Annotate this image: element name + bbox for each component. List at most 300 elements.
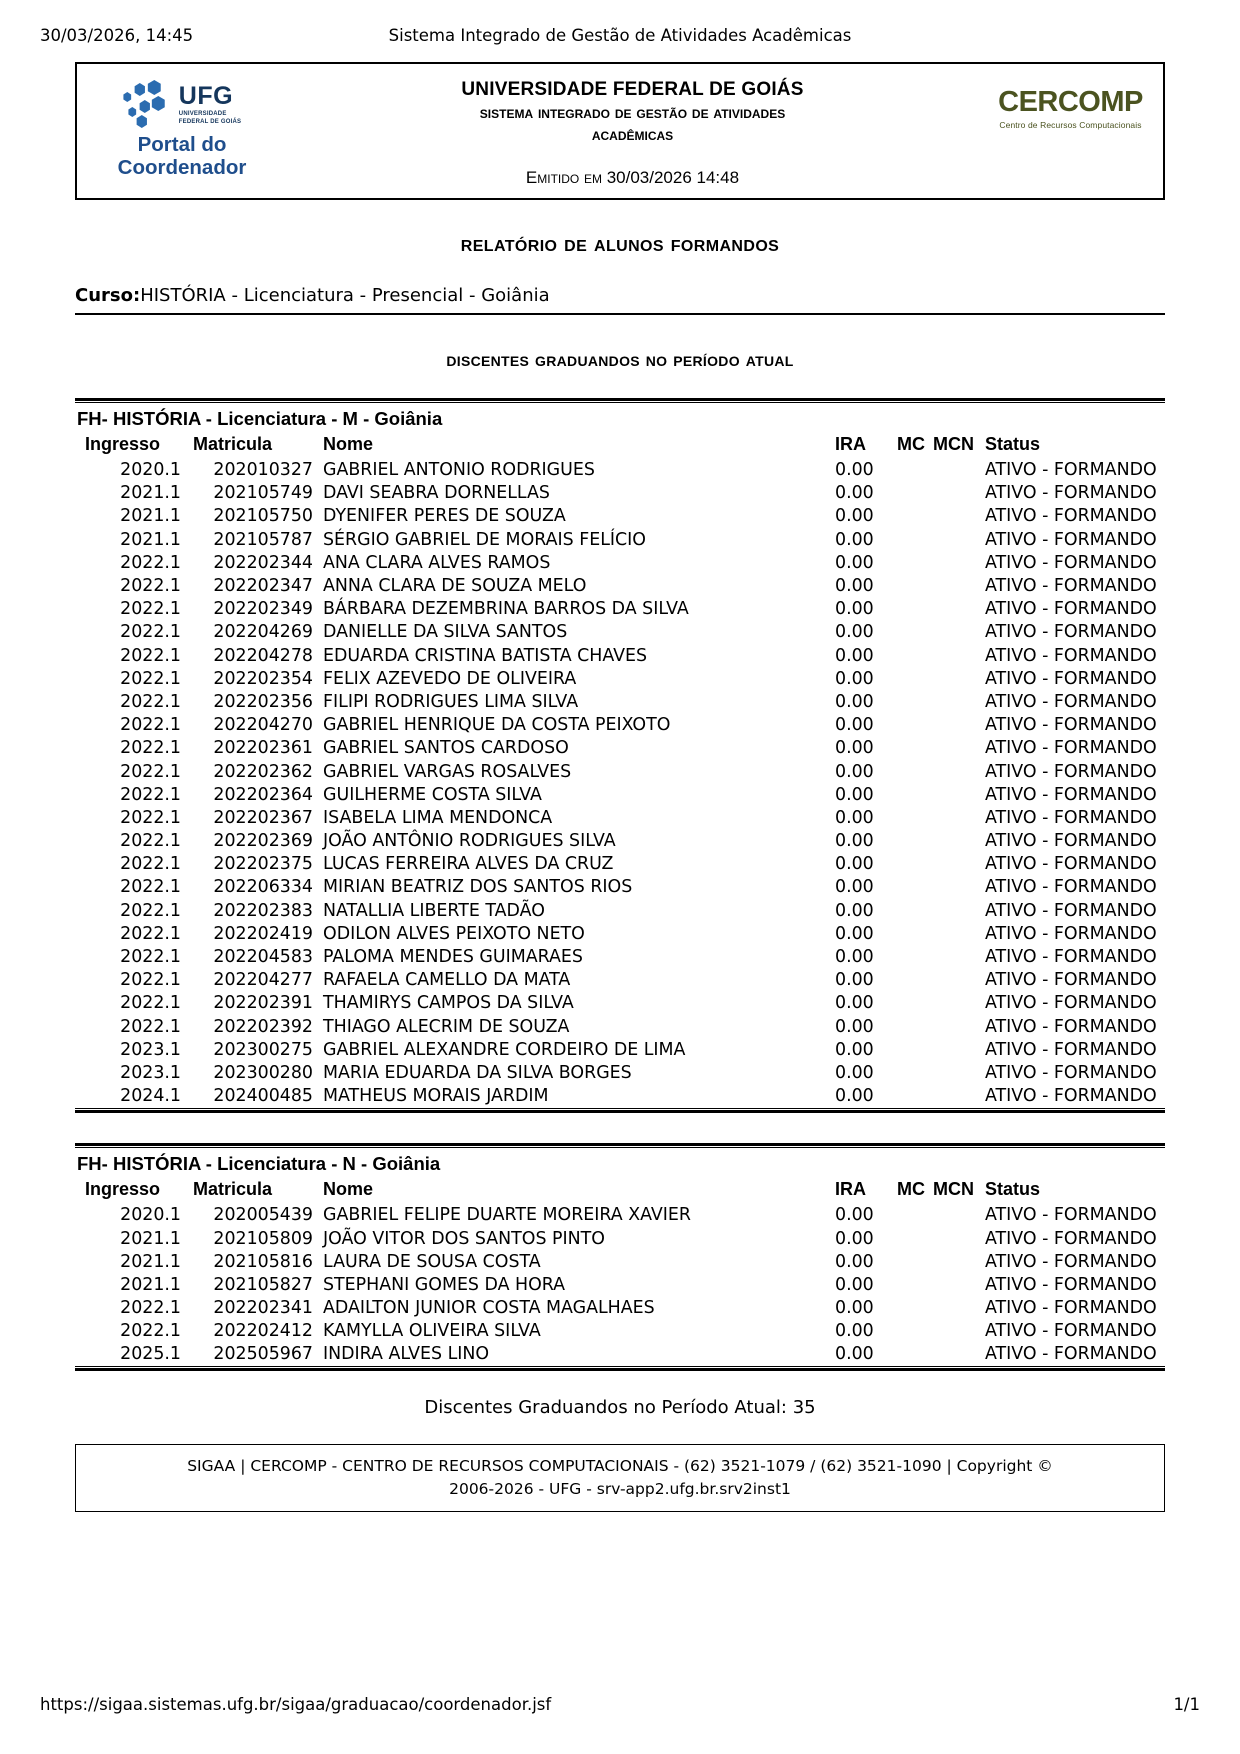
cell-ira: 0.00 (835, 947, 874, 968)
cell-matricula: 202204278 (213, 645, 313, 666)
cell-ira: 0.00 (835, 715, 874, 736)
table-row (75, 783, 1165, 806)
table-row (75, 505, 1165, 528)
cell-ira: 0.00 (835, 831, 874, 852)
group-bottom-rule (75, 1366, 1165, 1371)
cell-mcn (933, 737, 985, 760)
cell-ingresso: 2023.1 (120, 1062, 181, 1083)
cell-mcn (933, 690, 985, 713)
cell-mc (897, 737, 933, 760)
cell-mcn (933, 482, 985, 505)
cell-nome: MATHEUS MORAIS JARDIM (323, 1086, 549, 1107)
cell-nome: EDUARDA CRISTINA BATISTA CHAVES (323, 645, 648, 666)
cell-ingresso: 2022.1 (120, 970, 181, 991)
table-row (75, 598, 1165, 621)
cell-nome: ADAILTON JUNIOR COSTA MAGALHAES (323, 1298, 655, 1319)
cell-mc (897, 459, 933, 482)
cell-matricula: 202202375 (213, 854, 313, 875)
table-row (75, 1343, 1165, 1366)
cell-ingresso: 2021.1 (120, 506, 181, 527)
cell-mcn (933, 899, 985, 922)
cell-matricula: 202202341 (213, 1298, 313, 1319)
cell-nome: JOÃO ANTÔNIO RODRIGUES SILVA (323, 831, 616, 852)
roster-table-m (75, 433, 1165, 1108)
cell-status: ATIVO - FORMANDO (985, 552, 1157, 573)
table-row (75, 969, 1165, 992)
curso-value: HISTÓRIA - Licenciatura - Presencial - Goiânia (140, 284, 550, 306)
cell-nome: THIAGO ALECRIM DE SOUZA (323, 1016, 570, 1037)
cell-status: ATIVO - FORMANDO (985, 761, 1157, 782)
cell-nome: DYENIFER PERES DE SOUZA (323, 506, 566, 527)
cell-matricula: 202202354 (213, 668, 313, 689)
cell-matricula: 202010327 (213, 460, 313, 481)
cell-matricula: 202206334 (213, 877, 313, 898)
cell-ira: 0.00 (835, 1205, 874, 1226)
ufg-hexagon-cluster-icon (123, 80, 175, 128)
cercomp-wordmark: CERCOMP (998, 86, 1143, 118)
table-row (75, 945, 1165, 968)
cell-ira: 0.00 (835, 923, 874, 944)
cell-ira: 0.00 (835, 1039, 874, 1060)
roster-body-n (75, 1204, 1165, 1366)
cell-mc (897, 644, 933, 667)
cell-nome: GUILHERME COSTA SILVA (323, 784, 542, 805)
table-row (75, 830, 1165, 853)
cell-mcn (933, 1273, 985, 1296)
cell-status: ATIVO - FORMANDO (985, 993, 1157, 1014)
group-bottom-rule (75, 1108, 1165, 1113)
table-row (75, 621, 1165, 644)
cell-ingresso: 2022.1 (120, 576, 181, 597)
cell-ira: 0.00 (835, 645, 874, 666)
cell-mcn (933, 1343, 985, 1366)
cell-ingresso: 2024.1 (120, 1086, 181, 1107)
cell-mc (897, 945, 933, 968)
cell-nome: MARIA EDUARDA DA SILVA BORGES (323, 1062, 632, 1083)
cell-mc (897, 598, 933, 621)
cell-ira: 0.00 (835, 738, 874, 759)
cell-nome: GABRIEL HENRIQUE DA COSTA PEIXOTO (323, 715, 671, 736)
table-row (75, 528, 1165, 551)
col-header-matricula: Matricula (193, 433, 273, 454)
cell-mc (897, 1343, 933, 1366)
cell-ira: 0.00 (835, 622, 874, 643)
cell-mc (897, 528, 933, 551)
group-block-n (75, 1143, 1165, 1371)
cell-ira: 0.00 (835, 483, 874, 504)
cell-ira: 0.00 (835, 1062, 874, 1083)
cell-ira: 0.00 (835, 761, 874, 782)
cell-matricula: 202202344 (213, 552, 313, 573)
cell-mcn (933, 505, 985, 528)
cell-matricula: 202202349 (213, 599, 313, 620)
cell-mcn (933, 1085, 985, 1108)
cell-ira: 0.00 (835, 970, 874, 991)
cell-nome: NATALLIA LIBERTE TADÃO (323, 900, 545, 921)
cell-status: ATIVO - FORMANDO (985, 970, 1157, 991)
col-header-nome: Nome (323, 1178, 374, 1199)
cell-mcn (933, 945, 985, 968)
total-count: Discentes Graduandos no Período Atual: 35 (424, 1397, 816, 1419)
cell-ira: 0.00 (835, 576, 874, 597)
cell-ira: 0.00 (835, 691, 874, 712)
cell-nome: GABRIEL VARGAS ROSALVES (323, 761, 572, 782)
cell-ingresso: 2022.1 (120, 599, 181, 620)
print-footer (40, 1695, 1200, 1714)
cell-ira: 0.00 (835, 807, 874, 828)
cell-mcn (933, 1227, 985, 1250)
cell-ira: 0.00 (835, 506, 874, 527)
col-header-matricula: Matricula (193, 1178, 273, 1199)
cell-mcn (933, 714, 985, 737)
cell-ira: 0.00 (835, 599, 874, 620)
cell-matricula: 202202369 (213, 831, 313, 852)
cell-ingresso: 2022.1 (120, 1321, 181, 1342)
cell-matricula: 202105749 (213, 483, 313, 504)
cell-ingresso: 2022.1 (120, 854, 181, 875)
cell-mcn (933, 969, 985, 992)
cell-ira: 0.00 (835, 668, 874, 689)
cell-nome: DANIELLE DA SILVA SANTOS (323, 622, 568, 643)
cell-matricula: 202204270 (213, 715, 313, 736)
cell-ingresso: 2021.1 (120, 1251, 181, 1272)
cell-nome: GABRIEL SANTOS CARDOSO (323, 738, 569, 759)
table-row (75, 459, 1165, 482)
table-row (75, 1297, 1165, 1320)
ufg-subtitle-line2: FEDERAL DE GOIÁS (178, 118, 242, 125)
cell-status: ATIVO - FORMANDO (985, 947, 1157, 968)
print-footer-page: 1/1 (1173, 1695, 1200, 1714)
cell-nome: FILIPI RODRIGUES LIMA SILVA (323, 691, 579, 712)
cell-matricula: 202300275 (213, 1039, 313, 1060)
cell-matricula: 202105827 (213, 1274, 313, 1295)
cell-ira: 0.00 (835, 1274, 874, 1295)
cell-matricula: 202105816 (213, 1251, 313, 1272)
table-row (75, 1085, 1165, 1108)
table-row (75, 737, 1165, 760)
table-row (75, 644, 1165, 667)
cell-ira: 0.00 (835, 1228, 874, 1249)
cell-mc (897, 899, 933, 922)
cell-status: ATIVO - FORMANDO (985, 854, 1157, 875)
system-footer-line2: 2006-2026 - UFG - srv-app2.ufg.br.srv2inst1 (449, 1479, 791, 1498)
cell-status: ATIVO - FORMANDO (985, 483, 1157, 504)
cell-ira: 0.00 (835, 1251, 874, 1272)
table-row (75, 1320, 1165, 1343)
cell-status: ATIVO - FORMANDO (985, 1274, 1157, 1295)
cell-ingresso: 2022.1 (120, 831, 181, 852)
cell-nome: GABRIEL FELIPE DUARTE MOREIRA XAVIER (323, 1205, 691, 1226)
cell-matricula: 202202364 (213, 784, 313, 805)
cell-matricula: 202300280 (213, 1062, 313, 1083)
cell-status: ATIVO - FORMANDO (985, 1016, 1157, 1037)
cell-ingresso: 2022.1 (120, 807, 181, 828)
col-header-mc: MC (897, 433, 925, 454)
cell-nome: INDIRA ALVES LINO (323, 1344, 490, 1365)
cell-mcn (933, 1015, 985, 1038)
cell-ira: 0.00 (835, 784, 874, 805)
cell-mcn (933, 760, 985, 783)
cell-mcn (933, 1320, 985, 1343)
cell-mcn (933, 1061, 985, 1084)
cell-mc (897, 922, 933, 945)
cell-status: ATIVO - FORMANDO (985, 622, 1157, 643)
cell-nome: PALOMA MENDES GUIMARAES (323, 947, 583, 968)
table-row (75, 551, 1165, 574)
system-footer-box (75, 1444, 1165, 1512)
cell-matricula: 202005439 (213, 1205, 313, 1226)
cell-ira: 0.00 (835, 1016, 874, 1037)
cell-matricula: 202204269 (213, 622, 313, 643)
table-row (75, 760, 1165, 783)
ufg-logo-icon (123, 80, 241, 128)
table-row (75, 1250, 1165, 1273)
cell-status: ATIVO - FORMANDO (985, 807, 1157, 828)
cell-ingresso: 2021.1 (120, 1228, 181, 1249)
cell-mcn (933, 1297, 985, 1320)
col-header-ingresso: Ingresso (85, 1178, 161, 1199)
cell-ira: 0.00 (835, 993, 874, 1014)
cell-ingresso: 2022.1 (120, 552, 181, 573)
cell-status: ATIVO - FORMANDO (985, 645, 1157, 666)
cell-mcn (933, 621, 985, 644)
cell-mcn (933, 992, 985, 1015)
cell-status: ATIVO - FORMANDO (985, 460, 1157, 481)
table-row (75, 1273, 1165, 1296)
group-label-m: FH- HISTÓRIA - Licenciatura - M - Goiânia (77, 407, 443, 429)
cell-mc (897, 1227, 933, 1250)
cell-mc (897, 969, 933, 992)
table-header-row (75, 433, 1165, 459)
cell-status: ATIVO - FORMANDO (985, 599, 1157, 620)
cell-ira: 0.00 (835, 1321, 874, 1342)
cell-ira: 0.00 (835, 529, 874, 550)
cell-ingresso: 2022.1 (120, 784, 181, 805)
ufg-subtitle-line1: UNIVERSIDADE (178, 110, 227, 117)
cell-matricula: 202505967 (213, 1344, 313, 1365)
cell-ingresso: 2023.1 (120, 1039, 181, 1060)
cell-mcn (933, 853, 985, 876)
cell-mc (897, 690, 933, 713)
cell-mcn (933, 644, 985, 667)
portal-label (118, 134, 247, 180)
cell-mc (897, 992, 933, 1015)
cell-ira: 0.00 (835, 1086, 874, 1107)
cell-nome: THAMIRYS CAMPOS DA SILVA (323, 993, 574, 1014)
cell-ingresso: 2021.1 (120, 529, 181, 550)
cell-mc (897, 853, 933, 876)
table-row (75, 899, 1165, 922)
cell-nome: JOÃO VITOR DOS SANTOS PINTO (323, 1228, 605, 1249)
cell-ingresso: 2022.1 (120, 993, 181, 1014)
cell-nome: RAFAELA CAMELLO DA MATA (323, 970, 571, 991)
cell-status: ATIVO - FORMANDO (985, 831, 1157, 852)
cell-mc (897, 551, 933, 574)
col-header-mc: MC (897, 1178, 925, 1199)
cell-status: ATIVO - FORMANDO (985, 1062, 1157, 1083)
cell-ingresso: 2022.1 (120, 738, 181, 759)
cell-matricula: 202105787 (213, 529, 313, 550)
cell-status: ATIVO - FORMANDO (985, 715, 1157, 736)
cell-mc (897, 505, 933, 528)
col-header-status: Status (985, 433, 1041, 454)
table-row (75, 1204, 1165, 1227)
table-row (75, 1061, 1165, 1084)
cell-mc (897, 783, 933, 806)
cell-ingresso: 2022.1 (120, 947, 181, 968)
table-row (75, 574, 1165, 597)
cell-matricula: 202202392 (213, 1016, 313, 1037)
cell-matricula: 202202362 (213, 761, 313, 782)
cell-nome: SÉRGIO GABRIEL DE MORAIS FELÍCIO (323, 529, 646, 550)
cell-status: ATIVO - FORMANDO (985, 900, 1157, 921)
cell-ingresso: 2022.1 (120, 645, 181, 666)
cell-mcn (933, 830, 985, 853)
cell-mc (897, 1015, 933, 1038)
cell-mcn (933, 574, 985, 597)
cell-matricula: 202202412 (213, 1321, 313, 1342)
cell-mc (897, 760, 933, 783)
table-row (75, 853, 1165, 876)
cell-mcn (933, 598, 985, 621)
table-row (75, 1227, 1165, 1250)
cell-mc (897, 714, 933, 737)
table-row (75, 1038, 1165, 1061)
cell-matricula: 202105809 (213, 1228, 313, 1249)
roster-table-n (75, 1178, 1165, 1366)
cell-status: ATIVO - FORMANDO (985, 1228, 1157, 1249)
system-name-line1: sistema integrado de gestão de atividades (479, 101, 786, 122)
print-header-datetime: 30/03/2026, 14:45 (40, 26, 194, 45)
ufg-acronym: UFG (178, 81, 234, 110)
institution-name: UNIVERSIDADE FEDERAL DE GOIÁS (461, 79, 804, 100)
cell-ingresso: 2022.1 (120, 761, 181, 782)
cercomp-logo-block (978, 72, 1163, 188)
cell-ingresso: 2022.1 (120, 715, 181, 736)
cell-nome: BÁRBARA DEZEMBRINA BARROS DA SILVA (323, 599, 689, 620)
cell-mc (897, 1204, 933, 1227)
cell-status: ATIVO - FORMANDO (985, 529, 1157, 550)
cell-nome: ANNA CLARA DE SOUZA MELO (323, 576, 587, 597)
cell-status: ATIVO - FORMANDO (985, 506, 1157, 527)
col-header-status: Status (985, 1178, 1041, 1199)
cell-ingresso: 2021.1 (120, 483, 181, 504)
cell-ira: 0.00 (835, 1344, 874, 1365)
cell-matricula: 202105750 (213, 506, 313, 527)
cell-status: ATIVO - FORMANDO (985, 1086, 1157, 1107)
cell-ingresso: 2022.1 (120, 668, 181, 689)
cell-status: ATIVO - FORMANDO (985, 784, 1157, 805)
cell-mcn (933, 922, 985, 945)
cell-mcn (933, 876, 985, 899)
cell-nome: ANA CLARA ALVES RAMOS (323, 552, 551, 573)
cell-nome: STEPHANI GOMES DA HORA (323, 1274, 566, 1295)
institution-header-box (75, 62, 1165, 200)
cell-status: ATIVO - FORMANDO (985, 1321, 1157, 1342)
cell-nome: LUCAS FERREIRA ALVES DA CRUZ (323, 854, 614, 875)
cell-ira: 0.00 (835, 900, 874, 921)
cell-mc (897, 1061, 933, 1084)
cell-ira: 0.00 (835, 877, 874, 898)
table-row (75, 876, 1165, 899)
table-row (75, 992, 1165, 1015)
cell-nome: GABRIEL ALEXANDRE CORDEIRO DE LIMA (323, 1039, 686, 1060)
cell-nome: DAVI SEABRA DORNELLAS (323, 483, 550, 504)
cell-matricula: 202202383 (213, 900, 313, 921)
cell-status: ATIVO - FORMANDO (985, 691, 1157, 712)
cell-matricula: 202202391 (213, 993, 313, 1014)
cell-nome: ODILON ALVES PEIXOTO NETO (323, 923, 585, 944)
cell-nome: MIRIAN BEATRIZ DOS SANTOS RIOS (323, 877, 633, 898)
cell-ingresso: 2022.1 (120, 1298, 181, 1319)
table-header-row (75, 1178, 1165, 1204)
table-row (75, 714, 1165, 737)
cell-status: ATIVO - FORMANDO (985, 738, 1157, 759)
portal-label-line1: Portal do (137, 133, 227, 156)
print-footer-url: https://sigaa.sistemas.ufg.br/sigaa/graduacao/coordenador.jsf (40, 1695, 552, 1714)
cell-mc (897, 1038, 933, 1061)
cell-matricula: 202204277 (213, 970, 313, 991)
cell-ingresso: 2020.1 (120, 460, 181, 481)
curso-label: Curso: (75, 284, 141, 306)
page-title: relatório de alunos formandos (460, 229, 780, 256)
cell-nome: FELIX AZEVEDO DE OLIVEIRA (323, 668, 577, 689)
cell-mc (897, 830, 933, 853)
cell-status: ATIVO - FORMANDO (985, 1251, 1157, 1272)
cell-ingresso: 2022.1 (120, 923, 181, 944)
cell-mcn (933, 783, 985, 806)
cell-matricula: 202202356 (213, 691, 313, 712)
cell-mc (897, 667, 933, 690)
col-header-nome: Nome (323, 433, 374, 454)
cell-ingresso: 2022.1 (120, 622, 181, 643)
cell-mcn (933, 459, 985, 482)
cell-status: ATIVO - FORMANDO (985, 1205, 1157, 1226)
cell-matricula: 202202367 (213, 807, 313, 828)
cell-mcn (933, 806, 985, 829)
cell-mcn (933, 1038, 985, 1061)
system-footer-line1: SIGAA | CERCOMP - CENTRO DE RECURSOS COMPUTACIONAIS - (62) 3521-1079 / (62) 3521-1090 | Copyright © (187, 1457, 1053, 1476)
cercomp-subtitle: Centro de Recursos Computacionais (999, 120, 1142, 130)
cell-matricula: 202204583 (213, 947, 313, 968)
cell-ingresso: 2022.1 (120, 691, 181, 712)
cell-mcn (933, 1204, 985, 1227)
institution-title-block (287, 72, 978, 188)
cell-matricula: 202400485 (213, 1086, 313, 1107)
col-header-ira: IRA (835, 433, 866, 454)
cell-mc (897, 1273, 933, 1296)
cell-status: ATIVO - FORMANDO (985, 877, 1157, 898)
emitted-datetime: Emitido em 30/03/2026 14:48 (525, 167, 740, 187)
cell-ira: 0.00 (835, 854, 874, 875)
cell-mc (897, 1250, 933, 1273)
col-header-ingresso: Ingresso (85, 433, 161, 454)
col-header-mcn: MCN (933, 433, 974, 454)
cell-mcn (933, 551, 985, 574)
cell-mcn (933, 528, 985, 551)
cell-status: ATIVO - FORMANDO (985, 1344, 1157, 1365)
cell-ira: 0.00 (835, 552, 874, 573)
col-header-ira: IRA (835, 1178, 866, 1199)
cell-ira: 0.00 (835, 460, 874, 481)
table-row (75, 667, 1165, 690)
cell-ira: 0.00 (835, 1298, 874, 1319)
cell-ingresso: 2022.1 (120, 1016, 181, 1037)
cell-status: ATIVO - FORMANDO (985, 1298, 1157, 1319)
col-header-mcn: MCN (933, 1178, 974, 1199)
cell-status: ATIVO - FORMANDO (985, 576, 1157, 597)
cell-matricula: 202202361 (213, 738, 313, 759)
